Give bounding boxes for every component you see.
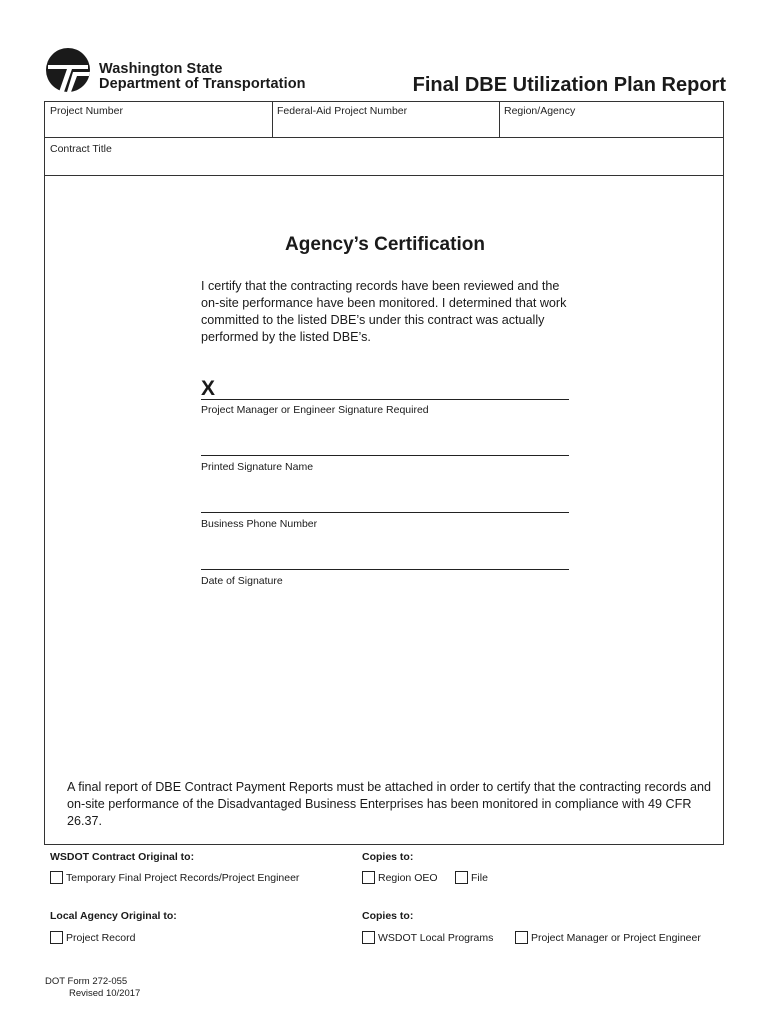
phone-label: Business Phone Number (201, 518, 318, 530)
local-original-heading: Local Agency Original to: (50, 910, 177, 922)
checkbox[interactable] (50, 871, 63, 884)
checkbox[interactable] (362, 931, 375, 944)
form-footer (45, 976, 140, 1000)
org-name-line2: Department of Transportation (99, 76, 306, 92)
contract-title-field[interactable]: Contract Title (50, 143, 112, 155)
wsdot-original-option[interactable] (50, 871, 299, 884)
checkbox[interactable] (455, 871, 468, 884)
federal-aid-project-number-field[interactable]: Federal-Aid Project Number (277, 105, 408, 117)
phone-line[interactable] (201, 512, 569, 513)
option-label: Region OEO (378, 871, 438, 884)
checkbox[interactable] (362, 871, 375, 884)
local-original-option[interactable] (50, 931, 135, 944)
form-number: DOT Form 272-055 (45, 976, 128, 987)
divider (272, 101, 273, 137)
signature-mark: X (201, 377, 216, 400)
signature-label: Project Manager or Engineer Signature Required (201, 404, 429, 416)
project-number-field[interactable]: Project Number (50, 105, 123, 117)
date-label: Date of Signature (201, 575, 283, 587)
option-label: File (471, 871, 488, 884)
certification-text: I certify that the contracting records have been reviewed and the on-site performance have been monitored. I determined that work committed to the listed DBE’s under this contract was actually performed by the listed DBE’s. (201, 279, 567, 344)
date-line[interactable] (201, 569, 569, 570)
signature-line[interactable] (201, 399, 569, 400)
region-agency-field[interactable]: Region/Agency (504, 105, 576, 117)
printed-name-line[interactable] (201, 455, 569, 456)
attachment-notice: A final report of DBE Contract Payment Reports must be attached in order to certify that the contracting records and on-site performance of the Disadvantaged Business Enterprises has been monitored in compliance with 49 CFR 26.37. (67, 780, 712, 828)
copies-wsdot-local-programs-option[interactable] (362, 931, 493, 944)
checkbox[interactable] (50, 931, 63, 944)
form-frame (44, 101, 724, 845)
org-name (99, 62, 306, 92)
report-title: Final DBE Utilization Plan Report (412, 74, 726, 96)
option-label: Temporary Final Project Records/Project Engineer (66, 871, 300, 884)
divider (44, 175, 724, 176)
copies-file-option[interactable] (455, 871, 488, 884)
wsdot-original-heading: WSDOT Contract Original to: (50, 851, 195, 863)
revision-date: Revised 10/2017 (69, 988, 141, 999)
local-copies-heading: Copies to: (362, 910, 414, 922)
certification-heading: Agency’s Certification (285, 234, 485, 255)
checkbox[interactable] (515, 931, 528, 944)
wsdot-logo (46, 48, 90, 92)
org-name-line1: Washington State (99, 61, 223, 77)
printed-name-label: Printed Signature Name (201, 461, 314, 473)
option-label: WSDOT Local Programs (378, 931, 494, 944)
option-label: Project Record (66, 931, 136, 944)
option-label: Project Manager or Project Engineer (531, 931, 701, 944)
divider (44, 137, 724, 138)
copies-project-manager-option[interactable] (515, 931, 701, 944)
copies-region-oeo-option[interactable] (362, 871, 438, 884)
wsdot-copies-heading: Copies to: (362, 851, 414, 863)
divider (499, 101, 500, 137)
